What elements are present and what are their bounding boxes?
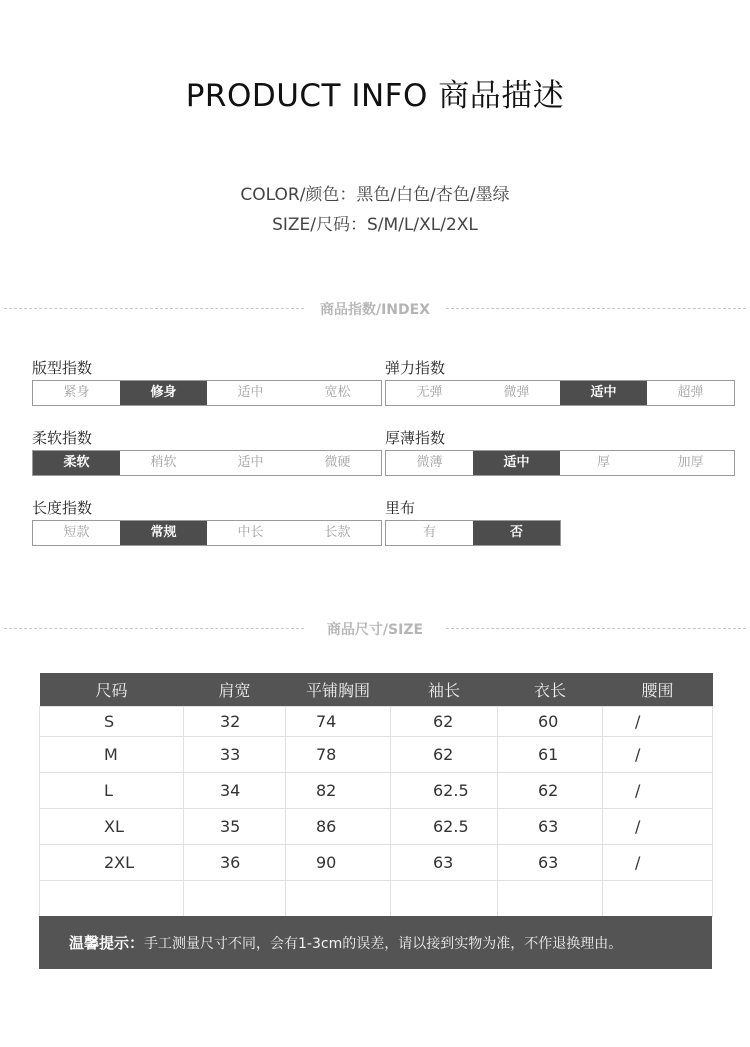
index-option: 超弹 [647,381,734,405]
index-option-selected: 否 [473,521,560,545]
table-cell: 63 [498,808,603,844]
page-title: PRODUCT INFO 商品描述 [185,78,565,114]
index-option: 适中 [207,451,294,475]
table-cell: 60 [498,706,603,736]
column-header: 衣长 [498,673,603,706]
table-cell [40,880,184,916]
table-row [40,808,713,844]
column-header: 平铺胸围 [286,673,391,706]
table-cell [184,880,286,916]
index-option: 厚 [560,451,647,475]
index-option: 适中 [207,381,294,405]
table-cell: M [40,736,184,772]
index-option: 有 [386,521,473,545]
table-cell: 33 [184,736,286,772]
table-cell: / [603,808,713,844]
table-cell: 61 [498,736,603,772]
table-cell: / [603,706,713,736]
table-cell: / [603,772,713,808]
table-cell: 34 [184,772,286,808]
table-cell [603,880,713,916]
fit-index [32,358,382,406]
table-cell: S [40,706,184,736]
table-cell: 63 [391,844,498,880]
index-section-divider [0,299,750,319]
index-option-selected: 修身 [120,381,207,405]
table-cell: 32 [184,706,286,736]
table-row [40,706,713,736]
table-cell: 90 [286,844,391,880]
index-bar [32,450,382,476]
size-section-divider [0,619,750,639]
size-section-label: 商品尺寸/SIZE [326,622,424,638]
index-title: 长度指数 [32,499,93,517]
index-title: 柔软指数 [32,429,93,447]
index-option-selected: 柔软 [33,451,120,475]
thickness-index [385,428,735,476]
size-info: SIZE/尺码：S/M/L/XL/2XL [272,215,478,235]
index-title: 里布 [385,499,416,517]
index-option: 微硬 [294,451,381,475]
notice-lead: 温馨提示： [69,934,145,952]
table-cell: 63 [498,844,603,880]
table-cell [391,880,498,916]
index-option: 长款 [294,521,381,545]
softness-index [32,428,382,476]
table-cell: / [603,736,713,772]
index-bar [32,520,382,546]
table-cell: 62 [391,706,498,736]
index-title: 版型指数 [32,359,93,377]
table-cell: 62 [498,772,603,808]
column-header: 肩宽 [184,673,286,706]
table-row [40,844,713,880]
table-cell: / [603,844,713,880]
table-cell: 2XL [40,844,184,880]
index-option: 加厚 [647,451,734,475]
table-row [40,772,713,808]
length-index [32,498,382,546]
index-option: 微薄 [386,451,473,475]
index-section-label: 商品指数/INDEX [319,302,431,318]
index-title: 弹力指数 [385,359,446,377]
table-cell: XL [40,808,184,844]
index-option-selected: 适中 [560,381,647,405]
index-bar [385,450,735,476]
table-cell: 78 [286,736,391,772]
table-cell: 62.5 [391,808,498,844]
table-row-empty [40,880,713,916]
table-cell: 36 [184,844,286,880]
index-bar [385,380,735,406]
table-row [40,736,713,772]
size-table [39,673,712,917]
index-option: 宽松 [294,381,381,405]
table-header-row [40,673,713,706]
index-title: 厚薄指数 [385,429,446,447]
divider-line-right [446,308,746,309]
table-cell [498,880,603,916]
column-header: 腰围 [603,673,713,706]
index-option-selected: 常规 [120,521,207,545]
lining-index [385,498,561,546]
column-header: 袖长 [391,673,498,706]
index-bar [32,380,382,406]
index-option: 紧身 [33,381,120,405]
table-cell: L [40,772,184,808]
table-cell: 35 [184,808,286,844]
table-cell: 74 [286,706,391,736]
divider-line-right [446,628,746,629]
index-option: 中长 [207,521,294,545]
elasticity-index [385,358,735,406]
column-header: 尺码 [40,673,184,706]
index-option-selected: 适中 [473,451,560,475]
index-bar [385,520,561,546]
index-option: 稍软 [120,451,207,475]
table-cell: 62.5 [391,772,498,808]
table-cell [286,880,391,916]
table-cell: 82 [286,772,391,808]
index-option: 无弹 [386,381,473,405]
table-cell: 86 [286,808,391,844]
color-info: COLOR/颜色：黑色/白色/杏色/墨绿 [240,185,510,205]
measurement-notice [39,916,712,969]
table-cell: 62 [391,736,498,772]
notice-text: 手工测量尺寸不同，会有1-3cm的误差，请以接到实物为准，不作退换理由。 [144,935,623,952]
index-option: 短款 [33,521,120,545]
index-option: 微弹 [473,381,560,405]
